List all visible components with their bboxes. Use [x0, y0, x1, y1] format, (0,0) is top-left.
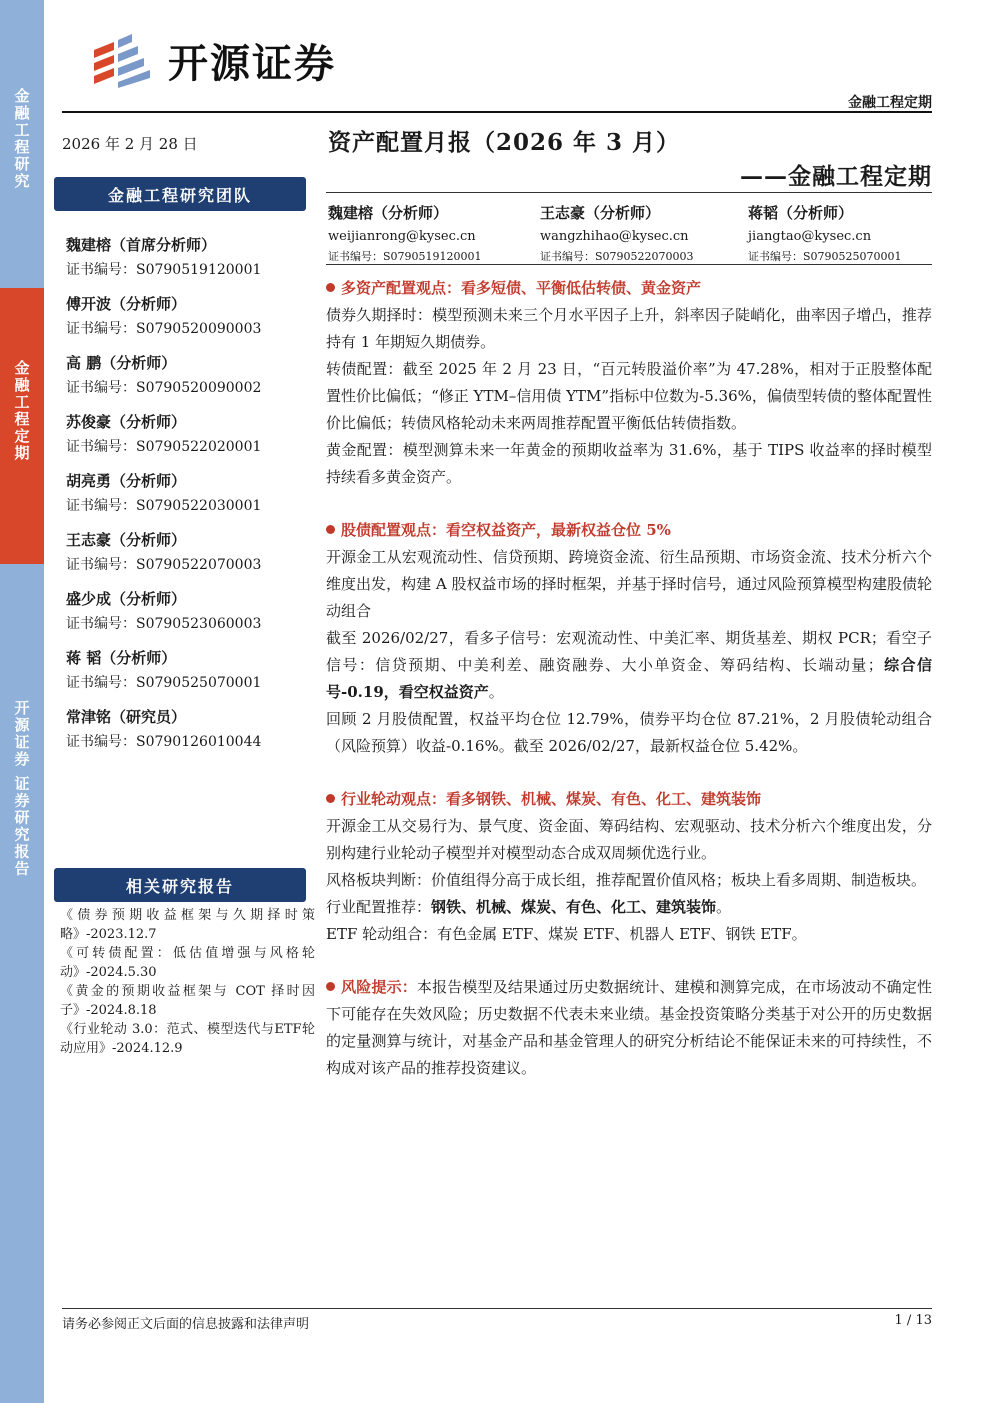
section-stock-bond — [326, 517, 932, 760]
bullet-dot-icon — [326, 525, 335, 534]
team-member-cert: 证书编号：S0790520090002 — [66, 380, 262, 396]
team-member — [66, 646, 316, 705]
section-risk — [326, 974, 932, 1082]
paragraph: 开源金工从交易行为、景气度、资金面、筹码结构、宏观驱动、技术分析六个维度出发，分别构建行业轮动子模型并对模型动态合成双周频优选行业。 — [326, 817, 932, 862]
paragraph-text: 行业配置推荐： — [326, 898, 432, 916]
bullet-dot-icon — [326, 794, 335, 803]
team-list — [66, 233, 316, 764]
paragraph-text: 截至 2026/02/27，看多子信号：宏观流动性、中美汇率、期货基差、期权 PCR；看空子信号：信贷预期、中美利差、融资融券、大小单资金、筹码结构、长端动量； — [326, 629, 932, 674]
bullet-dot-icon — [326, 982, 335, 991]
section-heading — [326, 786, 932, 813]
team-member-cert: 证书编号：S0790126010044 — [66, 734, 262, 750]
team-member-name: 苏俊豪（分析师） — [66, 413, 187, 431]
side-strip — [0, 0, 44, 1403]
author-cert: 证书编号：S0790519120001 — [328, 250, 482, 263]
page-number: 1 / 13 — [894, 1313, 932, 1328]
team-member-cert: 证书编号：S0790519120001 — [66, 262, 262, 278]
related-report-link[interactable]: 《可转债配置：低估值增强与风格轮动》-2024.5.30 — [60, 946, 315, 980]
team-member — [66, 292, 316, 351]
team-member-name: 魏建榕（首席分析师） — [66, 236, 217, 254]
author-block — [540, 203, 740, 265]
team-member-name: 常津铭（研究员） — [66, 708, 187, 726]
brand-logo — [88, 30, 336, 90]
author-name: 魏建榕（分析师） — [328, 204, 449, 222]
related-list — [60, 906, 315, 1058]
section-heading-text: 行业轮动观点：看多钢铁、机械、煤炭、有色、化工、建筑装饰 — [341, 790, 762, 808]
report-subtitle: ——金融工程定期 — [740, 163, 932, 190]
bullet-dot-icon — [326, 283, 335, 292]
author-cert: 证书编号：S0790522070003 — [540, 250, 694, 263]
team-member-name: 盛少成（分析师） — [66, 590, 187, 608]
section-heading-text: 风险提示： — [341, 978, 417, 996]
side-strip-top — [0, 88, 44, 288]
author-name: 王志豪（分析师） — [540, 204, 661, 222]
team-member — [66, 705, 316, 764]
team-member — [66, 351, 316, 410]
team-heading: 金融工程研究团队 — [54, 177, 306, 211]
section-heading-text: 股债配置观点：看空权益资产，最新权益仓位 5% — [341, 521, 671, 539]
team-member-name: 高 鹏（分析师） — [66, 354, 177, 372]
section-heading — [326, 517, 932, 544]
team-member-name: 胡亮勇（分析师） — [66, 472, 187, 490]
paragraph: 开源金工从宏观流动性、信贷预期、跨境资金流、衍生品预期、市场资金流、技术分析六个维度出发，构建 A 股权益市场的择时框架，并基于择时信号，通过风险预算模型构建股债轮动组合 — [326, 548, 932, 620]
paragraph: ETF 轮动组合：有色金属 ETF、煤炭 ETF、机器人 ETF、钢铁 ETF。 — [326, 925, 807, 943]
section-industry-rotation — [326, 786, 932, 948]
header-label: 金融工程定期 — [848, 95, 932, 111]
paragraph-text: 。 — [716, 898, 732, 916]
team-member-cert: 证书编号：S0790522030001 — [66, 498, 262, 514]
team-member-cert: 证书编号：S0790525070001 — [66, 675, 262, 691]
report-title: 资产配置月报（2026 年 3 月） — [328, 129, 681, 156]
paragraph: 债券久期择时：模型预测未来三个月水平因子上升，斜率因子陡峭化，曲率因子增凸，推荐持有 1 年期短久期债券。 — [326, 306, 932, 351]
team-member-cert: 证书编号：S0790522070003 — [66, 557, 262, 573]
footer-disclaimer: 请务必参阅正文后面的信息披露和法律声明 — [62, 1317, 310, 1332]
team-member-name: 傅开波（分析师） — [66, 295, 187, 313]
header-rule — [62, 111, 932, 113]
side-strip-bottom-text: 开源证券 证券研究报告 — [12, 700, 31, 878]
paragraph: 风格板块判断：价值组得分高于成长组，推荐配置价值风格；板块上看多周期、制造板块。 — [326, 871, 927, 889]
team-member-name: 王志豪（分析师） — [66, 531, 187, 549]
related-report-link[interactable]: 《行业轮动 3.0：范式、模型迭代与ETF轮动应用》-2024.12.9 — [60, 1022, 315, 1056]
team-member-name: 蒋 韬（分析师） — [66, 649, 177, 667]
team-member — [66, 587, 316, 646]
team-member-cert: 证书编号：S0790523060003 — [66, 616, 262, 632]
author-name: 蒋韬（分析师） — [748, 204, 854, 222]
side-strip-bottom — [0, 700, 44, 920]
paragraph-text: 本报告模型及结果通过历史数据统计、建模和测算完成，在市场波动不确定性下可能存在失效风险；历史数据不代表未来业绩。基金投资策略分类基于对公开的历史数据的定量测算与统计，对基金产品和基金管理人的研究分析结论不能保证未来的可持续性，不构成对该产品的推荐投资建议。 — [326, 978, 932, 1077]
author-rule — [326, 264, 932, 265]
author-email[interactable]: wangzhihao@kysec.cn — [540, 229, 689, 244]
paragraph — [326, 894, 932, 921]
author-email[interactable]: weijianrong@kysec.cn — [328, 229, 476, 244]
paragraph — [326, 625, 932, 706]
section-heading — [326, 275, 932, 302]
team-member-cert: 证书编号：S0790520090003 — [66, 321, 262, 337]
footer-rule — [62, 1308, 932, 1309]
section-heading — [326, 978, 417, 996]
title-rule — [326, 192, 932, 193]
paragraph-emphasis: 综合信号-0.19，看空权益资产 — [326, 656, 932, 701]
team-member — [66, 410, 316, 469]
paragraph-text: 。 — [488, 683, 504, 701]
paragraph: 黄金配置：模型测算未来一年黄金的预期收益率为 31.6%，基于 TIPS 收益率的择时模型持续看多黄金资产。 — [326, 441, 932, 486]
author-cert: 证书编号：S0790525070001 — [748, 250, 902, 263]
brand-logo-icon — [88, 30, 158, 90]
paragraph: 回顾 2 月股债配置，权益平均仓位 12.79%，债券平均仓位 87.21%，2 月股债轮动组合（风险预算）收益-0.16%。截至 2026/02/27，最新权益仓位 5.42%。 — [326, 710, 932, 755]
author-block — [328, 203, 528, 265]
team-member — [66, 469, 316, 528]
author-block — [748, 203, 948, 265]
paragraph — [326, 974, 932, 1082]
related-report-link[interactable]: 《债券预期收益框架与久期择时策略》-2023.12.7 — [60, 908, 315, 942]
main-content — [326, 275, 932, 1082]
side-strip-middle-text: 金融工程定期 — [12, 360, 31, 462]
report-date: 2026 年 2 月 28 日 — [62, 135, 198, 153]
side-strip-top-text: 金融工程研究 — [12, 88, 31, 190]
side-strip-middle — [0, 288, 44, 564]
author-email[interactable]: jiangtao@kysec.cn — [748, 229, 872, 244]
paragraph: 转债配置：截至 2025 年 2 月 23 日，“百元转股溢价率”为 47.28%，相对于正股整体配置性价比偏低；“修正 YTM–信用债 YTM”指标中位数为-5.36%，偏债型转债的整体配置性价比偏低；转债风格轮动未来两周推荐配置平衡低估转债指数。 — [326, 360, 932, 432]
section-multi-asset — [326, 275, 932, 491]
team-member — [66, 233, 316, 292]
related-report-link[interactable]: 《黄金的预期收益框架与 COT 择时因子》-2024.8.18 — [60, 984, 315, 1018]
section-heading-text: 多资产配置观点：看多短债、平衡低估转债、黄金资产 — [341, 279, 702, 297]
team-member-cert: 证书编号：S0790522020001 — [66, 439, 262, 455]
team-member — [66, 528, 316, 587]
related-heading: 相关研究报告 — [54, 868, 306, 902]
paragraph-emphasis: 钢铁、机械、煤炭、有色、化工、建筑装饰 — [431, 898, 717, 916]
brand-name: 开源证券 — [168, 40, 336, 87]
